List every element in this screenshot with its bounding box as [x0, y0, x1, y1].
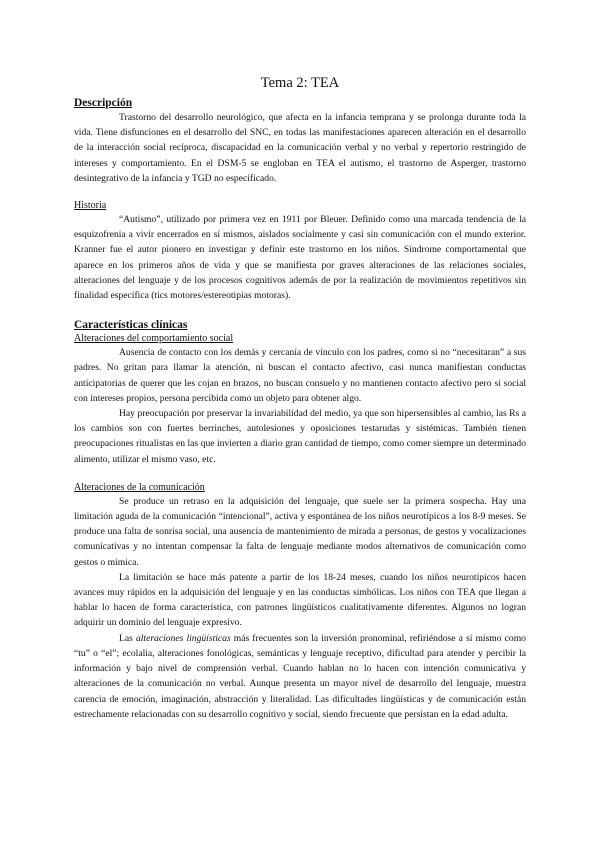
comunicacion-paragraph-1: Se produce un retraso en la adquisición del lenguaje, que suele ser la primera sospecha. Hay una limitación aguda de la comunicación “intencional”, activa y espontánea de los niños neurotípicos a los 8-9 meses. Se produce una falta de sonrisa social, una ausencia de mantenimiento de mirada a personas, de gestos y vocalizaciones comunicativas y no intentan compensar la falta de lenguaje mediante modos alternativos de comunicación como gestos o mímica.	[74, 495, 526, 568]
heading-caracteristicas: Características clínicas	[74, 319, 188, 332]
descripcion-paragraph: Trastorno del desarrollo neurológico, que afecta en la infancia temprana y se prolonga durante toda la vida. Tiene disfunciones en el desarrollo del SNC, en todas las manifestaciones aparecen alteración en el desarrollo de la interacción social recíproca, discapacidad en la comunicación verbal y no verbal y repertorio restringido de intereses y comportamiento. En el DSM-5 se engloban en TEA el autismo, el trastorno de Asperger, trastorno desintegrativo de la infancia y TGD no especificado.	[74, 112, 526, 184]
comportamiento-paragraph-2: Hay preocupación por preservar la invariabilidad del medio, ya que son hipersensibles al cambio, las Rs a los cambios son con fuertes berrinches, autolesiones y oposiciones testarudas y sistémicas. También tienen preocupaciones ritualistas en las que invierten a diario gran cantidad de tiempo, como comer siempre un determinado alimento, utilizar el mismo vaso, etc.	[74, 408, 526, 465]
historia-paragraph: “Autismo”, utilizado por primera vez en 1911 por Bleuer. Definido como una marcada tendencia de la esquizofrenia a vivir encerrados en sí mismos, aislados socialmente y casi sin comunicación con el mundo exterior. Kranner fue el autor pionero en investigar y definir este trastorno en los niños. Síndrome comportamental que aparece en los primeros años de vida y que se manifiesta por graves alteraciones de las relaciones sociales, alteraciones del lenguaje y de los procesos cognitivos además de por la realización de movimientos repetitivos sin finalidad específica (tics motores/estereotipias motoras).	[74, 214, 526, 302]
heading-comportamiento-social: Alteraciones del comportamiento social	[74, 333, 234, 345]
heading-comunicacion: Alteraciones de la comunicación	[74, 481, 205, 493]
paragraph-rest: más frecuentes son la inversión pronominal, refiriéndose a sí mismo como “tu” o “el”; ecolalia, alteraciones fonológicas, semánticas y lenguaje receptivo, dificultad para atender y percibir la información y bajo nivel de comprensión verbal. Cuando hablan no lo hacen con intención comunicativa y alteraciones de la comunicación no verbal. Aunque presenta un mayor nivel de desarrollo del lenguaje, muestra carencia de emoción, imaginación, abstracción y literalidad. Las dificultades lingüísticas y de comunicación están estrechamente relacionadas con su desarrollo cognitivo y social, siendo frecuente que persistan en la edad adulta.	[74, 632, 526, 720]
paragraph-prefix: Las	[119, 632, 136, 644]
heading-descripcion: Descripción	[74, 97, 133, 109]
comunicacion-paragraph-2: La limitación se hace más patente a partir de los 18-24 meses, cuando los niños neurotípicos hacen avances muy rápidos en la adquisición del lenguaje y en las conductas simbólicas. Los niños con TEA que llegan a hablar lo hacen de forma característica, con patrones lingüísticos cualitativamente diferentes. Algunos no logran adquirir un dominio del lenguaje expresivo.	[74, 571, 526, 629]
italic-term: alteraciones lingüísticas	[135, 632, 231, 644]
comunicacion-paragraph-3	[74, 631, 526, 722]
page-title: Tema 2: TEA	[260, 75, 340, 91]
heading-historia: Historia	[74, 200, 107, 212]
document-page	[74, 74, 526, 722]
comportamiento-paragraph-1: Ausencia de contacto con los demás y cercanía de vínculo con los padres, como si no “necesitaran” a sus padres. No gritan para llamar la atención, ni buscan el contacto afectivo, casi nunca manifiestan conductas anticipatorias de querer que les cojan en brazos, no buscan consuelo y no mantienen contacto afectivo pero sí social con intereses propios, persona percibida como un objeto para obtener algo.	[74, 347, 526, 404]
